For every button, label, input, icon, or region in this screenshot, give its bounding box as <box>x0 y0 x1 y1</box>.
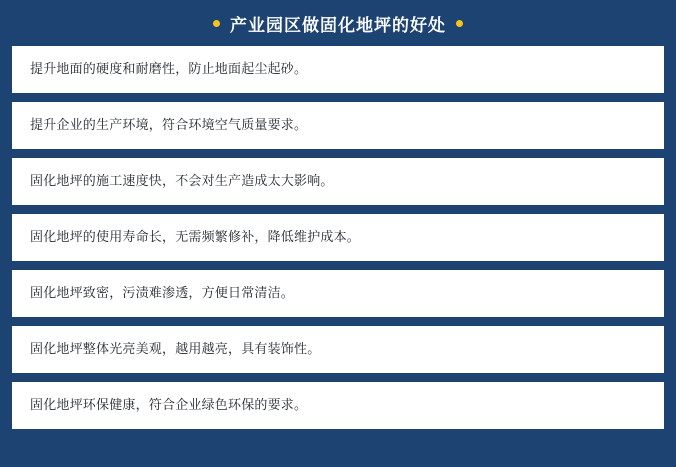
list-item-text: 固化地坪致密，污渍难渗透，方便日常清洁。 <box>30 285 295 301</box>
benefits-list <box>12 46 664 441</box>
list-item-text: 提升企业的生产环境，符合环境空气质量要求。 <box>30 117 308 133</box>
list-item-text: 固化地坪环保健康，符合企业绿色环保的要求。 <box>30 397 308 413</box>
list-item-text: 固化地坪整体光亮美观，越用越亮，具有装饰性。 <box>30 341 321 357</box>
list-item <box>12 158 664 205</box>
list-item <box>12 102 664 149</box>
bullet-dot-left-icon <box>213 20 220 27</box>
list-item-text: 提升地面的硬度和耐磨性，防止地面起尘起砂。 <box>30 61 308 77</box>
list-item <box>12 214 664 261</box>
list-item <box>12 270 664 317</box>
list-item-text: 固化地坪的施工速度快，不会对生产造成太大影响。 <box>30 173 334 189</box>
page-title: 产业园区做固化地坪的好处 <box>230 15 446 35</box>
list-item <box>12 382 664 429</box>
bullet-dot-right-icon <box>456 20 463 27</box>
list-item <box>12 326 664 373</box>
list-item-text: 固化地坪的使用寿命长，无需频繁修补，降低维护成本。 <box>30 229 361 245</box>
list-item <box>12 46 664 93</box>
poster-title-bar <box>12 0 664 46</box>
